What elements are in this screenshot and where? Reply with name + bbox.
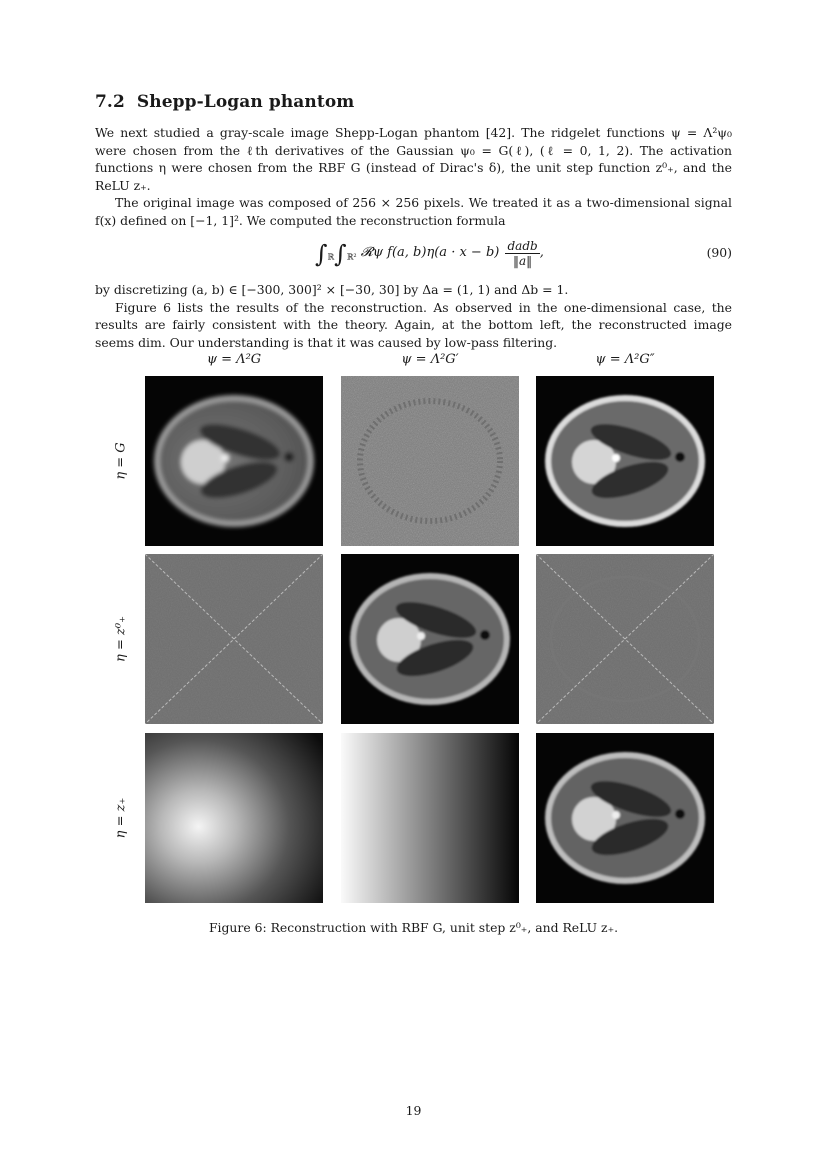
equation-numerator: dadb xyxy=(507,239,538,253)
paragraph-original-image: The original image was composed of 256 × 256 pixels. We treated it as a two-dimensional signal f(x) defined on [−1, 1]². We computed the reconstruction formula xyxy=(95,195,732,228)
paragraph-discretization: by discretizing (a, b) ∈ [−300, 300]² × [−30, 30] by Δa = (1, 1) and Δb = 1. xyxy=(95,282,569,297)
equation-fraction xyxy=(505,239,539,268)
row-label-1: η = G xyxy=(113,442,129,480)
reconstruction-formula: $\int_ℝ\int_{ℝ^2}$ 𝓡ψ f(a, b)η(a · x − b) $\frac{\text{dadb}}{‖a‖}$ , xyxy=(315,239,544,268)
row-label-3: η = z₊ xyxy=(113,797,129,839)
panel-relu-g xyxy=(145,733,323,903)
column-header-2: ψ = Λ²G′ xyxy=(401,352,459,367)
panel-relu-gdoubleprime xyxy=(536,733,714,903)
panel-step-gdoubleprime xyxy=(536,554,714,724)
section-title: Shepp-Logan phantom xyxy=(136,92,355,112)
page-body xyxy=(95,92,732,351)
row-label-2: η = z⁰₊ xyxy=(113,616,129,662)
panel-step-gprime xyxy=(341,554,519,724)
figure-caption: Figure 6: Reconstruction with RBF G, unit step z⁰₊, and ReLU z₊. xyxy=(208,920,619,935)
paragraph-intro: We next studied a gray-scale image Shepp-Logan phantom [42]. The ridgelet functions ψ = Λ²ψ₀ were chosen from the ℓth derivatives of the Gaussian ψ₀ = G(ℓ), (ℓ = 0, 1, 2). The activation functions η were chosen from the RBF G (instead of Dirac's δ), the unit step function z⁰₊, and the ReLU z₊. xyxy=(95,125,732,193)
panel-edge-enhanced xyxy=(536,376,714,546)
paragraph-results: Figure 6 lists the results of the reconstruction. As observed in the one-dimensional case, the results are fairly consistent with the theory. Again, at the bottom left, the reconstructed image seems dim. Our understanding is that it was caused by low-pass filtering. xyxy=(95,299,732,350)
panel-relu-gprime xyxy=(341,733,519,903)
equation-number: (90) xyxy=(706,245,732,260)
panel-noise xyxy=(341,376,519,546)
equation-integrand: 𝓡ψ f(a, b)η(a · x − b) xyxy=(360,245,500,260)
panel-step-g xyxy=(145,554,323,724)
equation-denominator: ‖a‖ xyxy=(513,254,533,268)
section-number: 7.2 xyxy=(95,92,125,112)
section-heading xyxy=(95,92,732,112)
page-number: 19 xyxy=(405,1103,422,1118)
column-header-3: ψ = Λ²G″ xyxy=(595,352,655,367)
equation-block xyxy=(95,233,732,279)
column-header-1: ψ = Λ²G xyxy=(206,352,262,367)
panel-rbf-g xyxy=(145,376,323,546)
figure-6 xyxy=(110,346,720,906)
